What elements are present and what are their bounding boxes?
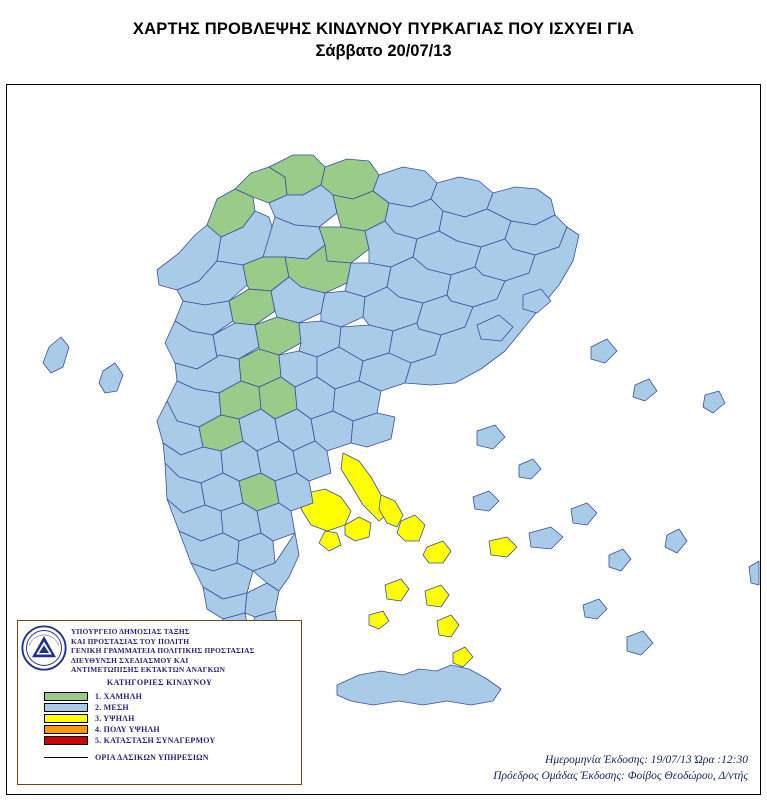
region-high xyxy=(345,517,371,541)
legend-item-alert xyxy=(44,735,301,746)
swatch-low xyxy=(44,692,88,701)
map-legend xyxy=(17,620,302,785)
boundary-line-sample-icon xyxy=(44,757,88,758)
swatch-very-high xyxy=(44,725,88,734)
region-medium xyxy=(583,599,607,619)
legend-item-medium xyxy=(44,702,301,713)
region-high xyxy=(489,537,517,557)
region-medium xyxy=(591,339,617,363)
title-line-2: Σάββατο 20/07/13 xyxy=(315,42,452,60)
region-high xyxy=(385,579,409,601)
region-medium xyxy=(665,529,687,553)
authority-line-3: ΓΕΝΙΚΗ ΓΡΑΜΜΑΤΕΙΑ ΠΟΛΙΤΙΚΗΣ ΠΡΟΣΤΑΣΙΑΣ xyxy=(71,646,255,656)
region-low xyxy=(255,317,301,355)
region-medium xyxy=(609,549,631,571)
region-medium xyxy=(43,337,69,373)
legend-label-medium: 2. ΜΕΣΗ xyxy=(95,702,129,712)
region-high xyxy=(319,531,341,551)
legend-categories-title: ΚΑΤΗΓΟΡΙΕΣ ΚΙΝΔΥΝΟΥ xyxy=(106,677,213,687)
region-medium xyxy=(633,379,657,401)
swatch-alert xyxy=(44,736,88,745)
region-medium xyxy=(529,527,563,549)
authority-line-1: ΥΠΟΥΡΓΕΙΟ ΔΗΜΟΣΙΑΣ ΤΑΞΗΣ xyxy=(71,627,190,636)
legend-label-boundary: ΟΡΙΑ ΔΑΣΙΚΩΝ ΥΠΗΡΕΣΙΩΝ xyxy=(95,752,209,762)
region-medium xyxy=(473,491,499,511)
legend-category-list xyxy=(44,691,301,746)
authority-line-4: ΔΙΕΥΘΥΝΣΗ ΣΧΕΔΙΑΣΜΟΥ ΚΑΙ xyxy=(71,655,189,665)
region-medium xyxy=(99,363,123,393)
swatch-medium xyxy=(44,703,88,712)
legend-item-low xyxy=(44,691,301,702)
region-medium xyxy=(321,291,365,327)
region-high xyxy=(369,611,389,629)
region-medium xyxy=(477,425,505,449)
region-high xyxy=(437,615,459,637)
swatch-high xyxy=(44,714,88,723)
region-high xyxy=(453,647,473,667)
page-title xyxy=(0,18,767,62)
map-credits xyxy=(493,752,748,784)
authority-line-2: ΚΑΙ ΠΡΟΣΤΑΣΙΑΣ ΤΟΥ ΠΟΛΙΤΗ xyxy=(71,636,190,646)
legend-item-very-high xyxy=(44,724,301,735)
legend-label-alert: 5. ΚΑΤΑΣΤΑΣΗ ΣΥΝΑΓΕΡΜΟΥ xyxy=(95,735,216,745)
issue-datetime: Ημερομηνία Έκδοσης: 19/07/13 Ώρα :12:30 xyxy=(545,754,748,766)
region-medium xyxy=(703,391,725,413)
region-medium xyxy=(627,631,653,655)
legend-header xyxy=(18,621,301,675)
region-medium xyxy=(571,503,597,525)
region-medium xyxy=(337,665,501,705)
title-line-1: ΧΑΡΤΗΣ ΠΡΟΒΛΕΨΗΣ ΚΙΝΔΥΝΟΥ ΠΥΡΚΑΓΙΑΣ ΠΟΥ ΙΣΧΥΕΙ ΓΙΑ xyxy=(132,20,635,38)
legend-label-low: 1. ΧΑΜΗΛΗ xyxy=(95,691,143,701)
region-high xyxy=(425,585,449,607)
legend-authority-text xyxy=(71,625,255,675)
legend-label-high: 3. ΥΨΗΛΗ xyxy=(95,713,135,723)
civil-protection-logo-icon xyxy=(21,625,67,671)
region-high xyxy=(423,541,451,563)
map-canvas[interactable] xyxy=(6,84,761,795)
legend-item-high xyxy=(44,713,301,724)
authority-line-5: ΑΝΤΙΜΕΤΩΠΙΣΗΣ ΕΚΤΑΚΤΩΝ ΑΝΑΓΚΩΝ xyxy=(71,665,226,675)
region-high xyxy=(379,495,403,527)
region-medium xyxy=(519,459,541,479)
issuing-officer: Πρόεδρος Ομάδας Έκδοσης: Φοίβος Θεοδώρου, Δ/ντής xyxy=(493,770,748,782)
region-medium xyxy=(749,561,759,585)
legend-boundary-row xyxy=(44,753,301,762)
legend-label-very-high: 4. ΠΟΛΥ ΥΨΗΛΗ xyxy=(95,724,160,734)
